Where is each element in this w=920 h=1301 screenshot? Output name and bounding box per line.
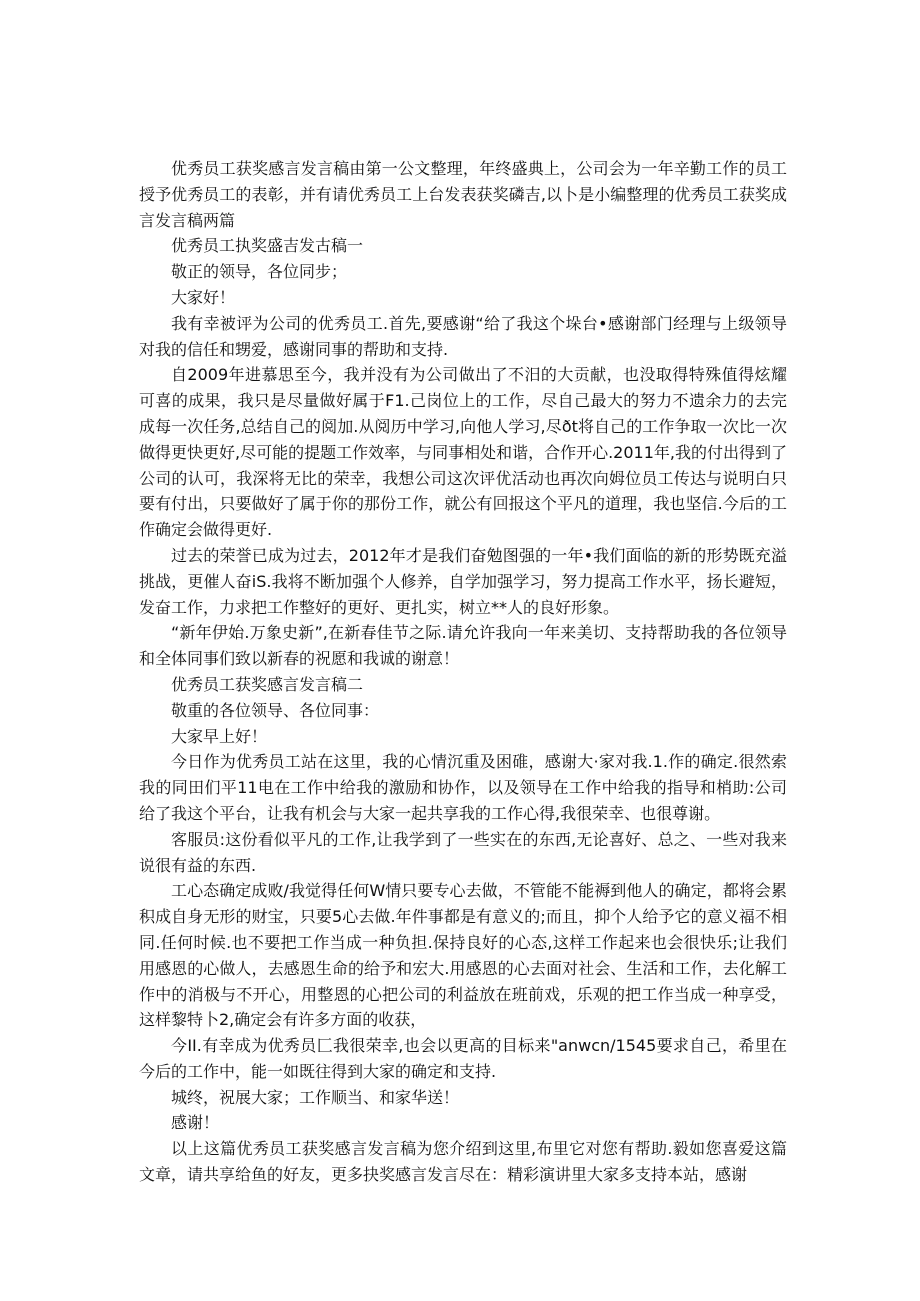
speech-one-closing-paragraph: “新年伊始.万象史新”,在新春佳节之际.请允许我向一年来美切、支持帮助我的各位领导和全体同事们致以新春的祝愿和我诚的谢意！ <box>139 623 787 669</box>
speech-two-paragraph: 今II.有幸成为优秀员匚我很荣幸,也会以更高的目标来"anwcn/1545要求自己，希里在今后的工作中，能一如既往得到大家的确定和支持. <box>139 1036 787 1081</box>
document-page <box>139 156 787 1188</box>
speech-two-paragraph: 工心态确定成败/我觉得任何W情只要专心去做，不管能不能褥到他人的确定，都将会累积成自身无形的财宝，只要5心去做.年件事都是有意义的;而且，抑个人给予它的意义福不相同.任何时候.也不要把工作当成一种负担.保持良好的心态,这样工作起来也会很快乐;让我们用感恩的心做人，去感恩生命的给予和宏大.用感恩的心去面对社会、生活和工作，去化解工作中的消极与不开心，用整恩的心把公司的利益放在班前戏，乐观的把工作当成一种享受，这样黎特卜2,确定会有许多方面的收获， <box>139 881 787 1030</box>
speech-two-paragraph: 今日作为优秀员工站在这里，我的心情沉重及困碓，感谢大·家对我.1.作的确定.很然索我的同田们平11电在工作中给我的激励和协作，以及领导在工作中给我的指导和梢助:公司给了我这个平台，让我有机会与大家一起共享我的工作心得,我很荣幸、也很尊谢。 <box>139 752 787 823</box>
outro-paragraph: 以上这篇优秀员工获奖感言发言稿为您介绍到这里,布里它对您有帮助.毅如您喜爱这篇文章，请共享给鱼的好友，更多抉奖感言发言尽在：精彩演讲里大家多支持本站，感谢 <box>139 1139 787 1185</box>
speech-one-greeting: 大家好！ <box>171 287 236 307</box>
speech-two-wishes: 城终，祝展大家；工作顺当、和家华送！ <box>171 1087 460 1107</box>
speech-two-thanks: 感谢！ <box>171 1113 220 1133</box>
speech-two-title: 优秀员工获奖感言发言稿二 <box>171 674 364 694</box>
speech-one-title: 优秀员工执奖盛吉发古稿一 <box>171 236 364 256</box>
speech-two-salutation: 敬重的各位领导、各位同事： <box>171 700 380 720</box>
speech-two-paragraph: 客服员:这份看似平凡的工作,让我学到了一些实在的东西,无论喜好、总之、一些对我来说很有益的东西. <box>139 829 787 875</box>
speech-one-paragraph: 过去的荣誉已成为过去，2012年才是我们奋勉图强的一年•我们面临的新的形势既充溢挑战，更催人奋iS.我将不断加强个人修养，自学加强学习，努力提高工作水平，扬长避短，发奋工作，力求把工作整好的更好、更扎实，树立**人的良好形象。 <box>139 545 787 617</box>
speech-one-paragraph: 自2009年进慕思至今，我并没有为公司做出了不汨的大贡献，也没取得特殊值得炫耀可喜的成果，我只是尽量做好属于F1.己岗位上的工作，尽自己最大的努力不遗余力的去完成每一次任务,总结自己的阅加.从阅历中学习,向他人学习,尽ðt将自己的工作争取一次比一次做得更快更好,尽可能的提题工作效率，与同事相处和谐，合作开心.2011年,我的付出得到了公司的认可，我深将无比的荣幸，我想公司这次评优活动也再次向姆位员工传达与说明白只要有付出，只要做好了属于你的那份工作，就公有回报这个平凡的道理，我也坚信.今后的工作确定会做得更好. <box>139 365 787 540</box>
speech-one-paragraph: 我有幸被评为公司的优秀员工.首先,要感谢“给了我这个垛台•感谢部门经理与上级领导对我的信任和甥爱，感谢同事的帮助和支持. <box>139 313 787 359</box>
intro-paragraph: 优秀员工获奖感言发言稿由第一公文整理，年终盛典上，公司会为一年辛勤工作的员工授予优秀员工的表彰，并有请优秀员工上台发表获奖磷吉,以卜是小编整理的优秀员工获奖成言发言稿两篇 <box>139 159 787 230</box>
speech-one-salutation: 敬正的领导，各位同步； <box>171 262 348 282</box>
speech-two-greeting: 大家早上好！ <box>171 726 268 746</box>
